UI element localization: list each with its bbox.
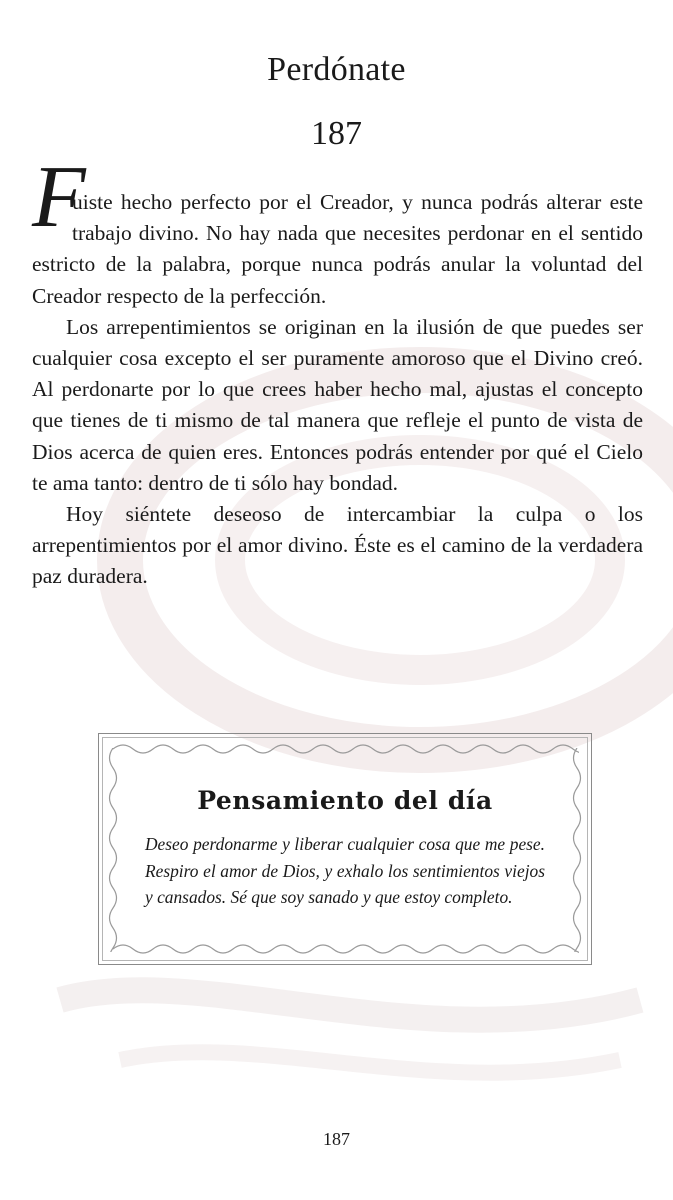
day-number: 187 <box>311 115 362 152</box>
main-text <box>32 149 643 593</box>
thought-title: Pensamiento del día <box>197 786 493 815</box>
thought-of-the-day-box <box>98 733 592 965</box>
top-ornament-border <box>113 740 579 758</box>
thought-text: Deseo perdonarme y liberar cualquier cosa que me pese. Respiro el amor de Dios, y exhalo los sentimientos viejos y cansados. Sé que soy sanado y que estoy completo. <box>145 834 545 907</box>
drop-cap: F <box>32 149 86 246</box>
bottom-ornament-border <box>113 940 579 958</box>
paragraph-1-text: uiste hecho perfecto por el Creador, y nunca podrás alterar este trabajo divino. No hay nada que necesites perdonar en el sentido estricto de la palabra, porque nunca podrás anular la voluntad del Creador respecto de la perfección. <box>32 190 643 308</box>
page-title: Perdónate <box>267 51 406 88</box>
left-ornament-border <box>105 748 121 952</box>
paragraph-3: Hoy siéntete deseoso de intercambiar la culpa o los arrepentimientos por el amor divino. Éste es el camino de la verdadera paz duradera. <box>32 502 643 589</box>
paragraph-2: Los arrepentimientos se originan en la ilusión de que puedes ser cualquier cosa excepto el ser puramente amoroso que el Divino creó. Al perdonarte por lo que crees haber hecho mal, ajustas el concepto que tienes de ti mismo de tal manera que refleje el punto de vista de Dios acerca de quien eres. Entonces podrás entender por qué el Cielo te ama tanto: dentro de ti sólo hay bondad. <box>32 314 643 495</box>
footer-page-number: 187 <box>323 1129 350 1149</box>
paragraph-1 <box>32 149 643 312</box>
right-ornament-border <box>569 748 585 952</box>
